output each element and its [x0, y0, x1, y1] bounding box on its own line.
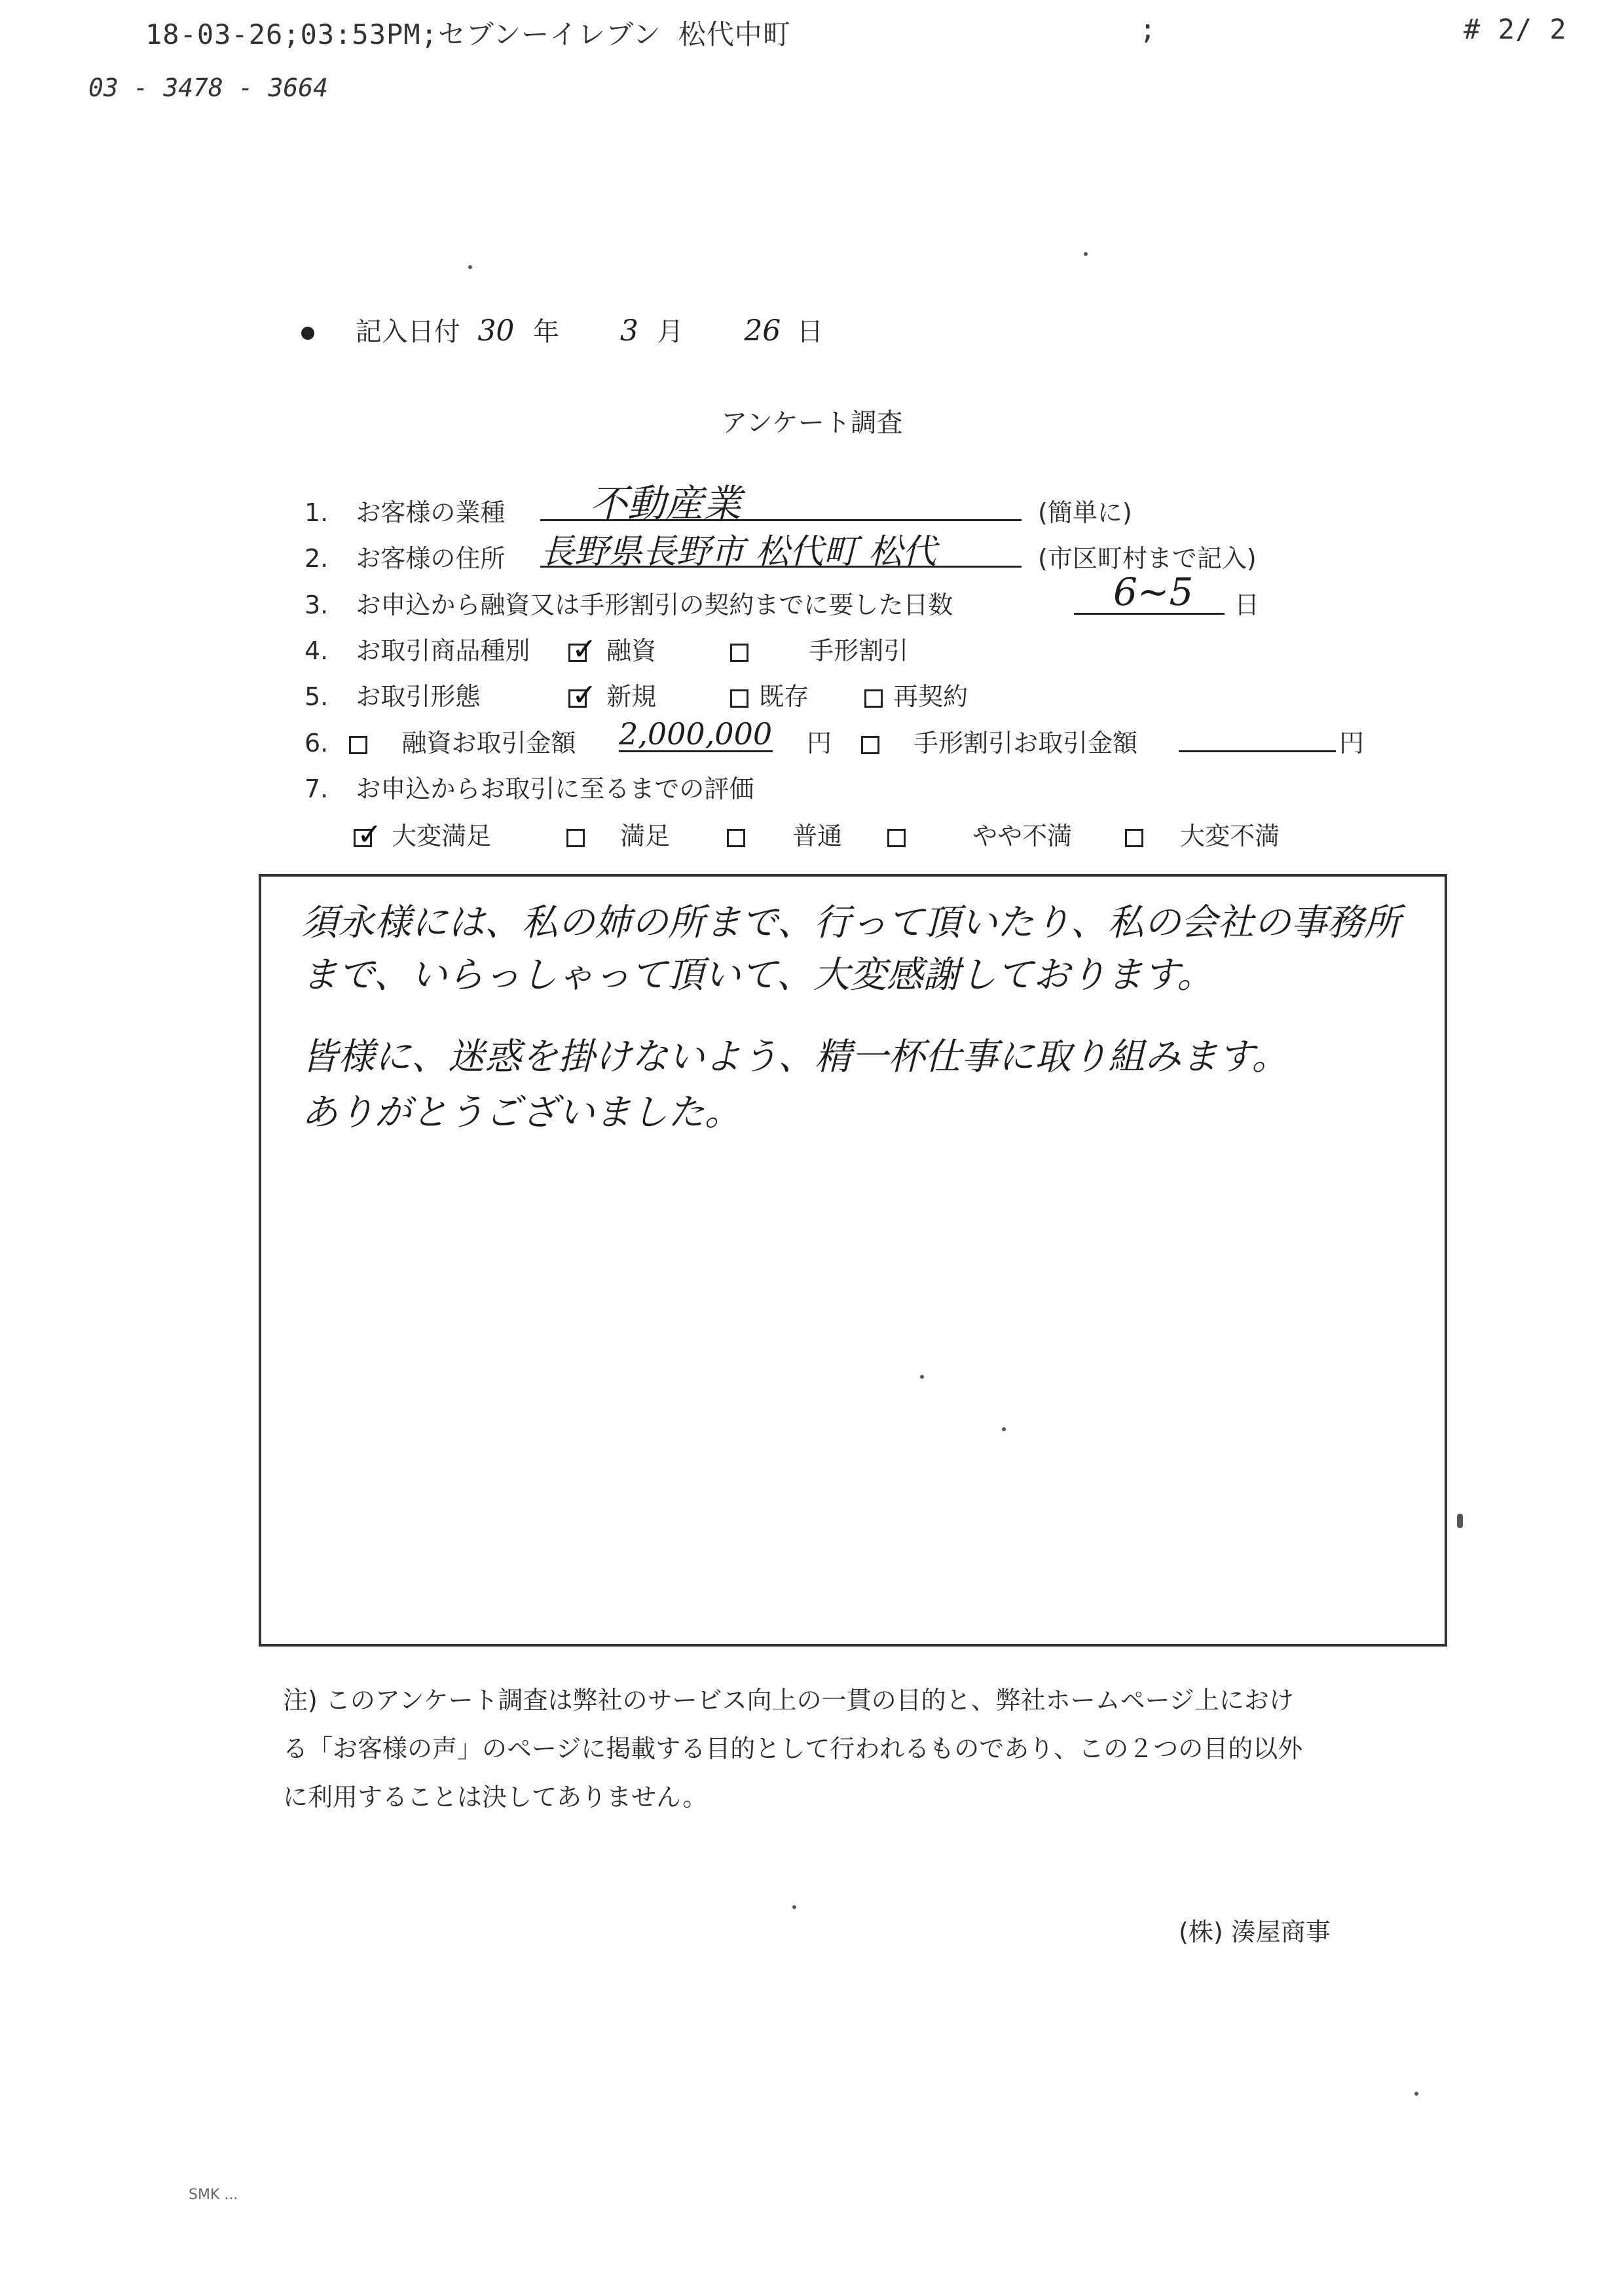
- scan-speck: [1414, 2092, 1418, 2096]
- checkbox[interactable]: [730, 689, 748, 708]
- question-6-bill-discount: [861, 723, 1137, 759]
- question-1: [304, 492, 505, 528]
- scan-speck: [1457, 1514, 1463, 1528]
- question-5-option-2[interactable]: [730, 676, 809, 712]
- question-2-number: 2.: [304, 544, 329, 573]
- question-4: [304, 630, 530, 666]
- question-7-option-4[interactable]: [887, 816, 1072, 852]
- checkbox[interactable]: [349, 736, 367, 754]
- comment-line-3: 皆様に、迷惑を掛けないよう、精一杯仕事に取り組みます。: [301, 1036, 1289, 1078]
- checkbox[interactable]: [730, 644, 748, 662]
- question-6: [304, 723, 576, 759]
- question-5-option-3[interactable]: [864, 676, 968, 712]
- footnote-line-2: る「お客様の声」のページに掲載する目的として行われるものであり、この２つの目的以外: [283, 1734, 1303, 1763]
- checkbox-checked[interactable]: [568, 631, 597, 666]
- question-6-loan-amount-line: [619, 750, 773, 752]
- entry-date-day-unit: 日: [797, 317, 824, 347]
- scan-speck: [468, 265, 472, 269]
- question-6-loan-amount: 2,000,000: [619, 716, 773, 752]
- footnote-line-1: 注) このアンケート調査は弊社のサービス向上の一貫の目的と、弊社ホームページ上におけ: [283, 1686, 1294, 1715]
- question-7-label: お申込からお取引に至るまでの評価: [356, 774, 754, 803]
- entry-date: [301, 311, 823, 348]
- scan-speck: [792, 1905, 796, 1909]
- checkbox[interactable]: [566, 829, 585, 847]
- comment-line-4: ありがとうございました。: [301, 1091, 741, 1134]
- question-3: [304, 585, 953, 621]
- question-4-option-2-label: 手形割引: [809, 636, 909, 665]
- question-3-number: 3.: [304, 591, 329, 619]
- fax-header-separator: ;: [1139, 13, 1157, 45]
- footnote-line-3: に利用することは決してありません。: [283, 1783, 708, 1812]
- question-7: [304, 769, 754, 805]
- question-6-yen-1: 円: [807, 729, 832, 757]
- entry-date-month-unit: 月: [657, 317, 684, 347]
- question-3-label: お申込から融資又は手形割引の契約までに要した日数: [356, 591, 953, 619]
- entry-date-year: 30: [477, 314, 515, 348]
- question-7-option-3[interactable]: [727, 816, 842, 852]
- check-mark-icon: ✓: [357, 816, 382, 852]
- question-7-option-2[interactable]: [566, 816, 670, 852]
- question-2-answer-line: [540, 566, 1022, 568]
- question-7-option-1-label: 大変満足: [392, 822, 492, 850]
- question-7-option-3-label: 普通: [792, 822, 843, 850]
- question-7-option-5[interactable]: [1125, 816, 1280, 852]
- entry-date-year-unit: 年: [533, 317, 560, 347]
- question-5: [304, 676, 480, 712]
- entry-date-month: 3: [619, 314, 638, 348]
- question-2-label: お客様の住所: [356, 544, 506, 573]
- scan-speck: [1002, 1427, 1006, 1431]
- question-3-unit: 日: [1234, 591, 1260, 619]
- question-5-option-2-label: 既存: [759, 682, 809, 711]
- checkbox[interactable]: [887, 829, 906, 847]
- entry-date-day: 26: [744, 314, 781, 348]
- question-4-number: 4.: [304, 636, 329, 665]
- checkbox[interactable]: [861, 736, 879, 754]
- question-5-number: 5.: [304, 682, 329, 711]
- question-2-note: (市区町村まで記入): [1038, 544, 1257, 573]
- company-name: (株) 湊屋商事: [1179, 1918, 1331, 1946]
- question-1-answer: 不動産業: [589, 481, 742, 526]
- check-mark-icon: ✓: [572, 631, 597, 666]
- question-4-option-1-label: 融資: [606, 636, 657, 665]
- question-4-label: お取引商品種別: [356, 636, 530, 665]
- question-5-label: お取引形態: [356, 682, 481, 711]
- checkbox-checked[interactable]: [568, 677, 597, 712]
- question-6-label-bill: 手形割引お取引金額: [913, 729, 1138, 757]
- question-3-answer-line: [1074, 613, 1225, 615]
- question-1-label: お客様の業種: [356, 498, 506, 527]
- comment-line-1: 須永様には、私の姉の所まで、行って頂いたり、私の会社の事務所: [301, 902, 1401, 944]
- question-4-option-1[interactable]: [568, 630, 656, 666]
- question-5-option-3-label: 再契約: [893, 682, 969, 711]
- question-6-yen-2: 円: [1339, 729, 1365, 757]
- question-7-option-5-label: 大変不満: [1180, 822, 1280, 850]
- entry-date-label: 記入日付: [355, 317, 460, 347]
- comment-line-2: まで、いらっしゃって頂いて、大変感謝しております。: [301, 954, 1214, 996]
- bullet-icon: [301, 327, 314, 340]
- question-5-option-1-label: 新規: [606, 682, 657, 711]
- scan-speck: [1084, 252, 1088, 256]
- question-5-option-1[interactable]: [568, 676, 656, 712]
- fax-phone-number: 03 - 3478 - 3664: [88, 73, 329, 102]
- question-1-answer-line: [540, 519, 1022, 521]
- checkbox[interactable]: [864, 689, 883, 708]
- fax-header-datetime: 18-03-26;03:53PM;セブンーイレブン 松代中町: [145, 18, 791, 50]
- question-6-bill-amount-line: [1179, 750, 1336, 752]
- question-7-option-2-label: 満足: [620, 822, 671, 850]
- question-2: [304, 538, 505, 574]
- checkbox[interactable]: [1125, 829, 1143, 847]
- question-7-option-1[interactable]: [354, 816, 491, 852]
- checkbox[interactable]: [727, 829, 745, 847]
- question-3-answer: 6~5: [1113, 570, 1194, 614]
- question-7-option-4-label: やや不満: [972, 822, 1073, 850]
- question-1-note: (簡単に): [1038, 498, 1132, 527]
- question-7-number: 7.: [304, 774, 329, 803]
- question-4-option-2[interactable]: [730, 630, 908, 666]
- question-2-answer: 長野県長野市 松代町 松代: [540, 532, 937, 572]
- checkbox-checked[interactable]: [354, 816, 382, 852]
- question-1-number: 1.: [304, 498, 329, 527]
- survey-title: アンケート調査: [721, 408, 903, 438]
- scan-speck: [920, 1375, 924, 1379]
- question-6-number: 6.: [304, 729, 329, 757]
- question-6-label-loan: 融資お取引金額: [401, 729, 576, 757]
- fax-page-counter: # 2/ 2: [1464, 13, 1567, 45]
- check-mark-icon: ✓: [572, 677, 597, 712]
- scan-mark: SMK ...: [189, 2187, 238, 2203]
